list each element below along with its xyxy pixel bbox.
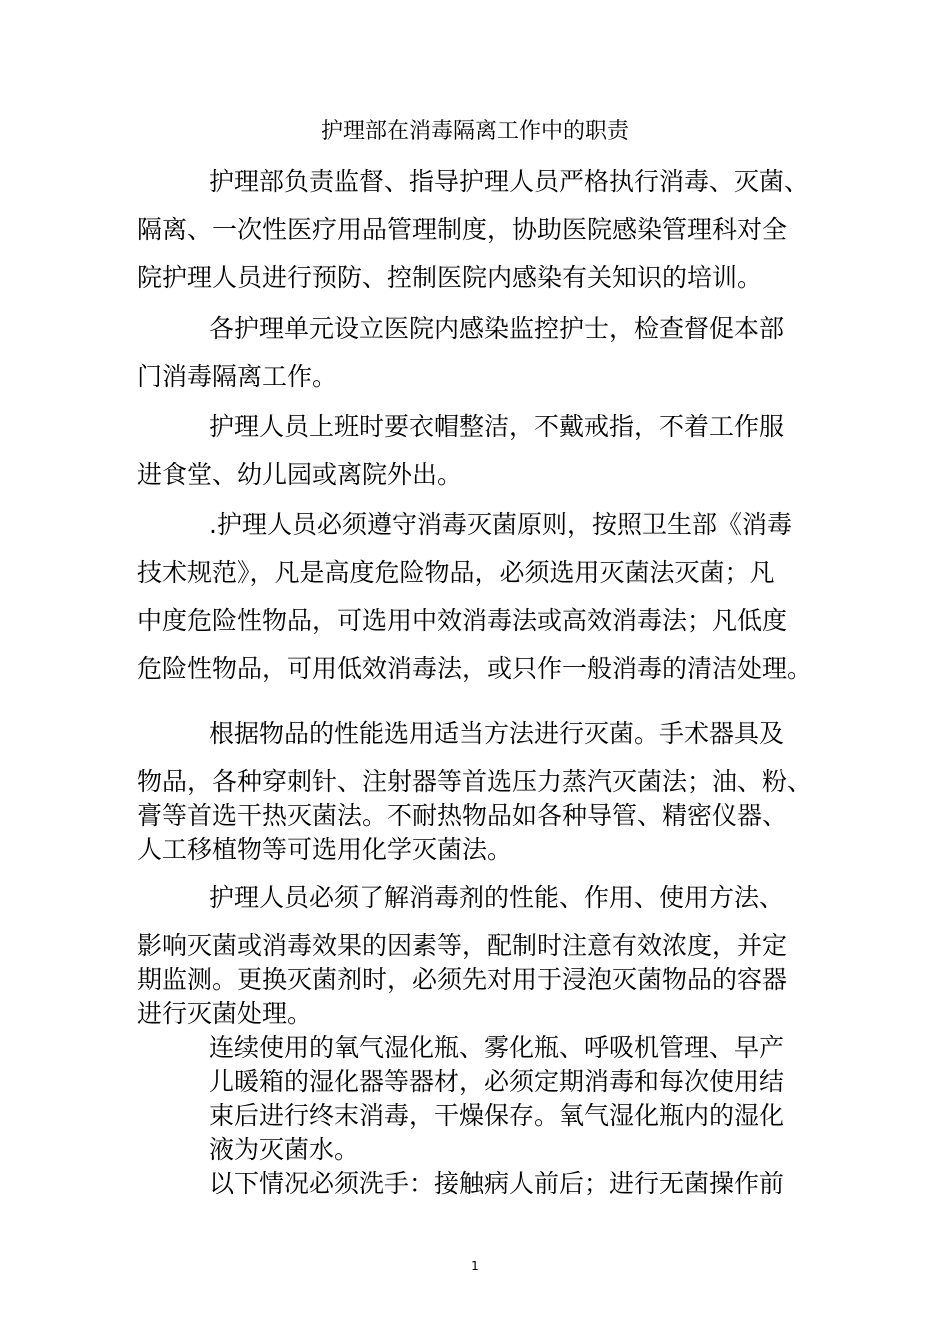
document-title: 护理部在消毒隔离工作中的职责 xyxy=(320,119,629,144)
text-line: 隔离、一次性医疗用品管理制度，协助医院感染管理科对全 xyxy=(137,215,788,244)
text-line: 人工移植物等可选用化学灭菌法。 xyxy=(137,835,513,864)
text-line: .护理人员必须遵守消毒灭菌原则，按照卫生部《消毒 xyxy=(209,510,792,539)
page-number: 1 xyxy=(471,1259,479,1273)
text-line: 院护理人员进行预防、控制医院内感染有关知识的培训。 xyxy=(137,263,763,292)
text-line: 儿暖箱的湿化器等器材，必须定期消毒和每次使用结 xyxy=(209,1067,785,1096)
text-line: 连续使用的氧气湿化瓶、雾化瓶、呼吸机管理、早产 xyxy=(209,1033,785,1062)
text-line: 影响灭菌或消毒效果的因素等，配制时注意有效浓度，并定 xyxy=(137,931,788,960)
text-line: 危险性物品，可用低效消毒法，或只作一般消毒的清洁处理。 xyxy=(137,654,813,683)
text-line: 各护理单元设立医院内感染监控护士，检查督促本部 xyxy=(209,314,785,343)
text-line: 物品，各种穿刺针、注射器等首选压力蒸汽灭菌法；油、粉、 xyxy=(137,767,813,796)
text-line: 中度危险性物品，可选用中效消毒法或高效消毒法；凡低度 xyxy=(137,606,788,635)
text-line: 期监测。更换灭菌剂时，必须先对用于浸泡灭菌物品的容器 xyxy=(137,965,788,994)
text-line: 护理人员上班时要衣帽整洁，不戴戒指，不着工作服 xyxy=(209,412,785,441)
text-line: 进食堂、幼儿园或离院外出。 xyxy=(137,460,463,489)
text-line: 膏等首选干热灭菌法。不耐热物品如各种导管、精密仪器、 xyxy=(137,801,788,830)
text-line: 根据物品的性能选用适当方法进行灭菌。手术器具及 xyxy=(209,719,785,748)
text-line: 技术规范》，凡是高度危险物品，必须选用灭菌法灭菌；凡 xyxy=(137,558,775,587)
text-line: 护理部负责监督、指导护理人员严格执行消毒、灭菌、 xyxy=(209,167,810,196)
text-line: 液为灭菌水。 xyxy=(209,1135,360,1164)
text-line: 以下情况必须洗手：接触病人前后；进行无菌操作前 xyxy=(209,1169,785,1198)
text-line: 进行灭菌处理。 xyxy=(137,999,313,1028)
text-line: 门消毒隔离工作。 xyxy=(137,362,338,391)
text-line: 束后进行终末消毒，干燥保存。氧气湿化瓶内的湿化 xyxy=(209,1101,785,1130)
text-line: 护理人员必须了解消毒剂的性能、作用、使用方法、 xyxy=(209,883,785,912)
